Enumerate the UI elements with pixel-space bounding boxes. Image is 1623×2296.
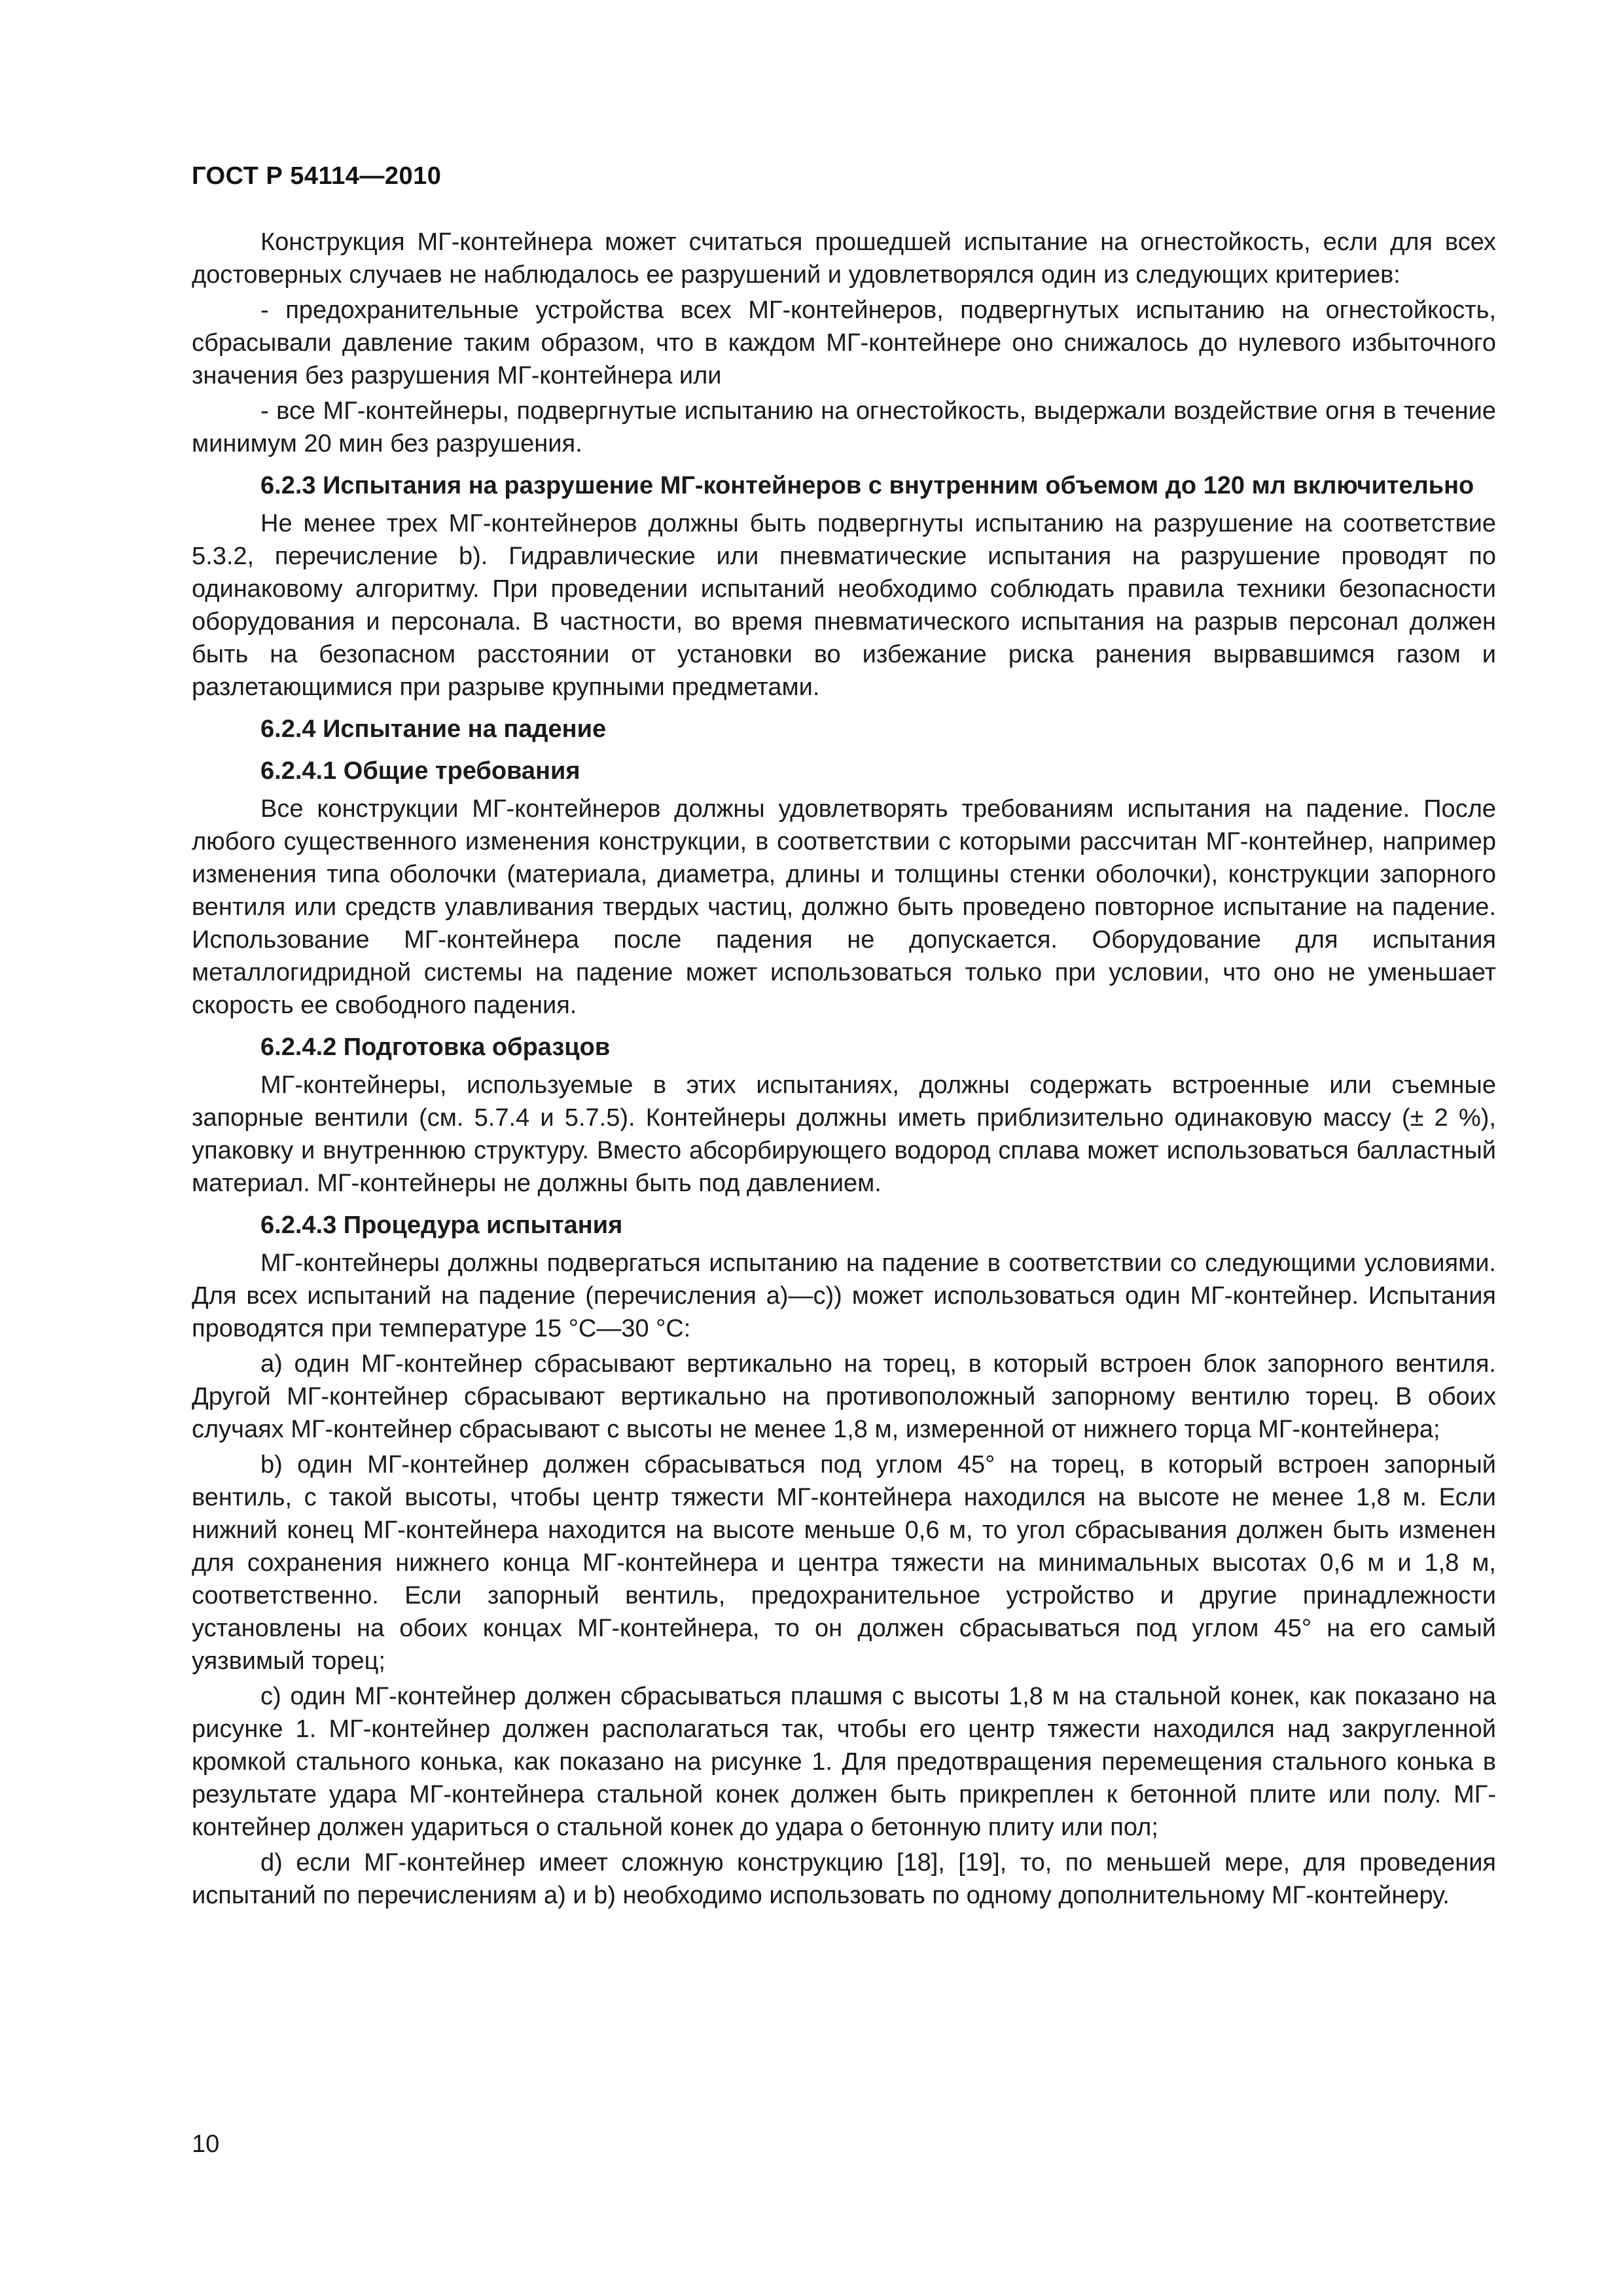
section-heading-6-2-4-2: 6.2.4.2 Подготовка образцов [260, 1033, 611, 1061]
list-item-fire-exposure: - все МГ-контейнеры, подвергнутые испытанию на огнестойкость, выдержали воздействие огня в течение минимум 20 мин без разрушения. [192, 397, 1496, 457]
list-item-d: d) если МГ-контейнер имеет сложную конструкцию [18], [19], то, по меньшей мере, для проведения испытаний по перечислениям а) и b) необходимо использовать по одному дополнительному МГ-контейнеру. [192, 1849, 1496, 1909]
section-heading-6-2-3: 6.2.3 Испытания на разрушение МГ-контейнеров с внутренним объемом до 120 мл включительно [260, 472, 1474, 499]
section-heading-6-2-4-3: 6.2.4.3 Процедура испытания [260, 1211, 623, 1239]
list-item-c: c) один МГ-контейнер должен сбрасываться плашмя с высоты 1,8 м на стальной конек, как показано на рисунке 1. МГ-контейнер должен располагаться так, чтобы его центр тяжести находился над закругленной кромкой стального конька, как показано на рисунке 1. Для предотвращения перемещения стального конька в результате удара МГ-контейнера стальной конек должен быть прикреплен к бетонной плите или полу. МГ-контейнер должен удариться о стальной конек до удара о бетонную плиту или пол; [192, 1683, 1496, 1841]
list-item-a: а) один МГ-контейнер сбрасывают вертикально на торец, в который встроен блок запорного вентиля. Другой МГ-контейнер сбрасывают вертикально на противоположный запорному вентилю торец. В обоих случаях МГ-контейнер сбрасывают с высоты не менее 1,8 м, измеренной от нижнего торца МГ-контейнера; [192, 1350, 1496, 1443]
paragraph-burst-test: Не менее трех МГ-контейнеров должны быть подвергнуты испытанию на разрушение на соответствие 5.3.2, перечисление b). Гидравлические или пневматические испытания на разрушение проводят по одинаковому алгоритму. При проведении испытаний необходимо соблюдать правила техники безопасности оборудования и персонала. В частности, во время пневматического испытания на разрыв персонал должен быть на безопасном расстоянии от установки во избежание риска ранения вырвавшимся газом и разлетающимися при разрыве крупными предметами. [192, 510, 1496, 701]
paragraph-general-requirements: Все конструкции МГ-контейнеров должны удовлетворять требованиям испытания на падение. После любого существенного изменения конструкции, в соответствии с которыми рассчитан МГ-контейнер, например изменения типа оболочки (материала, диаметра, длины и толщины стенки оболочки), конструкции запорного вентиля или средств улавливания твердых частиц, должно быть проведено повторное испытание на падение. Использование МГ-контейнера после падения не допускается. Оборудование для испытания металлогидридной системы на падение может использоваться только при условии, что оно не уменьшает скорость ее свободного падения. [192, 795, 1496, 1019]
section-heading-6-2-4: 6.2.4 Испытание на падение [260, 715, 607, 743]
section-heading-6-2-4-1: 6.2.4.1 Общие требования [260, 757, 580, 785]
paragraph-test-procedure: МГ-контейнеры должны подвергаться испытанию на падение в соответствии со следующими условиями. Для всех испытаний на падение (перечисления а)—c)) может использоваться один МГ-контейнер. Испытания проводятся при температуре 15 °С—30 °С: [192, 1249, 1496, 1342]
paragraph-fire-resistance-criteria: Конструкция МГ-контейнера может считаться прошедшей испытание на огнестойкость, если для всех достоверных случаев не наблюдалось ее разрушений и удовлетворялся один из следующих критериев: [192, 228, 1496, 289]
page-number: 10 [192, 2130, 220, 2158]
list-item-b: b) один МГ-контейнер должен сбрасываться под углом 45° на торец, в который встроен запорный вентиль, с такой высоты, чтобы центр тяжести МГ-контейнера находился на высоте не менее 1,8 м. Если нижний конец МГ-контейнера находится на высоте меньше 0,6 м, то угол сбрасывания должен быть изменен для сохранения нижнего конца МГ-контейнера и центра тяжести на минимальных высотах 0,6 м и 1,8 м, соответственно. Если запорный вентиль, предохранительное устройство и другие принадлежности установлены на обоих концах МГ-контейнера, то он должен сбрасываться под углом 45° на его самый уязвимый торец; [192, 1451, 1496, 1675]
list-item-safety-devices: - предохранительные устройства всех МГ-контейнеров, подвергнутых испытанию на огнестойкость, сбрасывали давление таким образом, что в каждом МГ-контейнере оно снижалось до нулевого избыточного значения без разрушения МГ-контейнера или [192, 296, 1496, 389]
document-body [192, 226, 1496, 1914]
paragraph-sample-preparation: МГ-контейнеры, используемые в этих испытаниях, должны содержать встроенные или съемные запорные вентили (см. 5.7.4 и 5.7.5). Контейнеры должны иметь приблизительно одинаковую массу (± 2 %), упаковку и внутреннюю структуру. Вместо абсорбирующего водород сплава может использоваться балластный материал. МГ-контейнеры не должны быть под давлением. [192, 1071, 1496, 1197]
document-code-header: ГОСТ Р 54114—2010 [192, 162, 442, 190]
